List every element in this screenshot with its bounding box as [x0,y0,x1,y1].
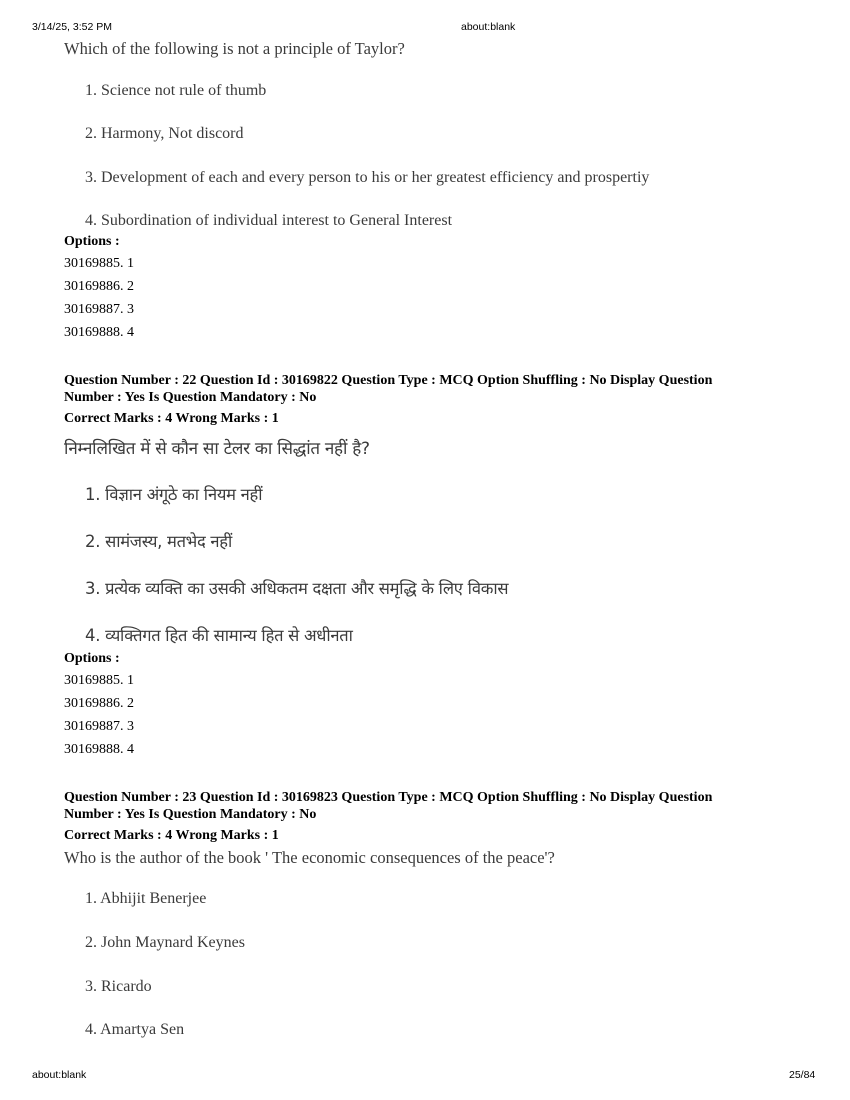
option-id-3: 30169887. 3 [64,302,134,317]
question-marks: Correct Marks : 4 Wrong Marks : 1 [64,411,279,426]
choice-2: 2. सामंजस्य, मतभेद नहीं [85,532,232,551]
option-id-4: 30169888. 4 [64,325,134,340]
option-id-3: 30169887. 3 [64,719,134,734]
options-label: Options : [64,234,120,249]
question-meta-line1: Question Number : 23 Question Id : 30169823 Question Type : MCQ Option Shuffling : No Display Question [64,790,713,805]
question-text: निम्नलिखित में से कौन सा टेलर का सिद्धांत नहीं है? [64,439,370,459]
question-meta-line1: Question Number : 22 Question Id : 30169822 Question Type : MCQ Option Shuffling : No Display Question [64,373,713,388]
option-id-1: 30169885. 1 [64,256,134,271]
question-meta-line2: Number : Yes Is Question Mandatory : No [64,807,317,822]
choice-4: 4. व्यक्तिगत हित की सामान्य हित से अधीनता [85,626,353,645]
question-text: Who is the author of the book ' The economic consequences of the peace'? [64,848,555,867]
choice-4: 4. Subordination of individual interest to General Interest [85,212,453,229]
choice-2: 2. John Maynard Keynes [85,934,245,951]
print-timestamp: 3/14/25, 3:52 PM [32,21,112,33]
option-id-2: 30169886. 2 [64,696,134,711]
choice-1: 1. Abhijit Benerjee [85,890,207,907]
choice-3: 3. Ricardo [85,978,152,995]
options-label: Options : [64,651,120,666]
choice-2: 2. Harmony, Not discord [85,125,244,142]
option-id-4: 30169888. 4 [64,742,134,757]
question-text: Which of the following is not a principle of Taylor? [64,39,405,58]
page-number: 25/84 [789,1069,816,1081]
choice-1: 1. विज्ञान अंगूठे का नियम नहीं [85,485,263,504]
choice-4: 4. Amartya Sen [85,1021,185,1038]
choice-1: 1. Science not rule of thumb [85,82,267,99]
choice-3: 3. Development of each and every person to his or her greatest efficiency and prospertiy [85,169,650,186]
option-id-2: 30169886. 2 [64,279,134,294]
print-page-title: about:blank [461,21,516,33]
option-id-1: 30169885. 1 [64,673,134,688]
question-marks: Correct Marks : 4 Wrong Marks : 1 [64,828,279,843]
print-footer-url: about:blank [32,1069,87,1081]
choice-3: 3. प्रत्येक व्यक्ति का उसकी अधिकतम दक्षता और समृद्धि के लिए विकास [85,579,509,598]
question-meta-line2: Number : Yes Is Question Mandatory : No [64,390,317,405]
